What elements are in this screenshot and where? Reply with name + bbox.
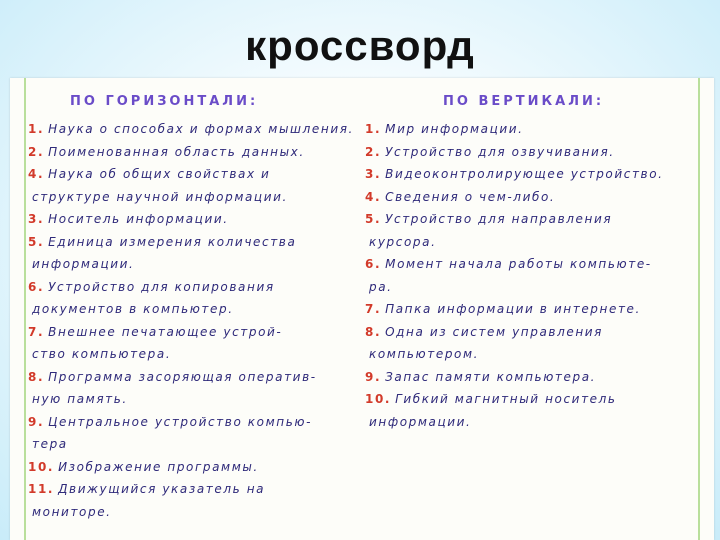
clue-text: Единица измерения количества [48,234,297,249]
vertical-clue-line [365,347,479,361]
clue-number: 10. [365,392,392,406]
clue-text: Момент начала работы компьюте- [385,257,652,271]
vertical-clue-line [365,415,471,429]
clue-text: ство компьютера. [32,347,172,361]
clue-text: Папка информации в интернете. [385,302,641,316]
clue-number: 2. [28,144,45,159]
vertical-clue-line [365,280,393,294]
clue-number: 3. [28,212,45,226]
horizontal-clue-line [28,190,288,204]
clue-text: Наука об общих свойствах и [48,167,271,181]
clue-text: курсора. [369,234,437,249]
clue-text: Носитель информации. [48,212,229,226]
horizontal-clue-line [28,392,128,406]
clue-number: 9. [365,369,382,384]
clue-text: Наука о способах и формах мышления. [48,122,354,136]
horizontal-clue-line [28,257,134,271]
clue-text: Одна из систем управления [385,324,603,339]
clue-number: 9. [28,414,45,429]
clue-number: 7. [365,302,382,316]
horizontal-clue-line [28,482,265,496]
clue-text: Устройство для направления [385,212,613,226]
clue-text: Сведения о чем-либо. [385,189,556,204]
vertical-clue-line [365,212,612,226]
horizontal-clue-line [28,122,354,136]
horizontal-clue-line [28,437,68,451]
clue-text: Запас памяти компьютера. [385,369,597,384]
horizontal-header: ПО ГОРИЗОНТАЛИ: [70,94,259,109]
vertical-clue-line [365,235,437,249]
clue-text: ра. [369,279,393,294]
clue-text: Поименованная область данных. [48,144,305,159]
vertical-clue-line [365,392,617,406]
vertical-clue-line [365,370,596,384]
vertical-clue-line [365,190,555,204]
vertical-clue-line [365,122,524,136]
horizontal-clue-line [28,325,282,339]
clue-text: Мир информации. [385,122,524,136]
clue-text: Гибкий магнитный носитель [395,392,617,406]
clue-number: 8. [28,369,45,384]
clue-text: документов в компьютер. [32,302,234,316]
clue-text: мониторе. [32,504,112,519]
clue-text: Внешнее печатающее устрой- [48,324,283,339]
horizontal-clue-line [28,415,312,429]
clue-number: 10. [28,459,55,474]
horizontal-clue-line [28,460,259,474]
clue-number: 6. [365,257,382,271]
clue-number: 1. [28,122,45,136]
clue-text: Устройство для копирования [48,279,275,294]
horizontal-clue-line [28,370,317,384]
clue-text: структуре научной информации. [32,189,288,204]
slide-title: кроссворд [245,22,475,69]
vertical-clue-line [365,325,603,339]
vertical-header: ПО ВЕРТИКАЛИ: [443,94,605,109]
clue-text: тера [32,437,68,451]
clue-text: информации. [32,257,135,271]
clue-number: 4. [28,167,45,181]
horizontal-clue-line [28,280,275,294]
clue-number: 5. [28,234,45,249]
clue-number: 6. [28,279,45,294]
vertical-clue-line [365,145,615,159]
horizontal-clue-line [28,505,112,519]
vertical-clue-line [365,257,652,271]
clue-number: 8. [365,324,382,339]
sheet-margin-line [24,78,26,540]
clue-text: информации. [369,414,472,429]
clue-text: компьютером. [369,347,480,361]
clue-number: 2. [365,144,382,159]
clue-text: Устройство для озвучивания. [385,144,615,159]
clue-number: 3. [365,167,382,181]
vertical-clues-column [365,78,705,540]
horizontal-clues-column [28,78,364,540]
clue-text: Центральное устройство компью- [48,414,312,429]
horizontal-clue-line [28,145,305,159]
clue-text: Движущийся указатель на [58,482,266,496]
horizontal-clue-line [28,212,229,226]
horizontal-clue-line [28,235,296,249]
clue-text: Программа засоряющая оператив- [48,369,317,384]
horizontal-clue-line [28,167,270,181]
crossword-questions-sheet [10,78,714,540]
horizontal-clue-line [28,347,171,361]
horizontal-clue-line [28,302,234,316]
clue-number: 4. [365,189,382,204]
clue-number: 11. [28,482,55,496]
clue-number: 7. [28,324,45,339]
clue-text: Видеоконтролирующее устройство. [385,167,664,181]
clue-number: 5. [365,212,382,226]
clue-text: Изображение программы. [58,459,259,474]
clue-text: ную память. [32,392,128,406]
vertical-clue-line [365,167,664,181]
clue-number: 1. [365,122,382,136]
vertical-clue-line [365,302,641,316]
